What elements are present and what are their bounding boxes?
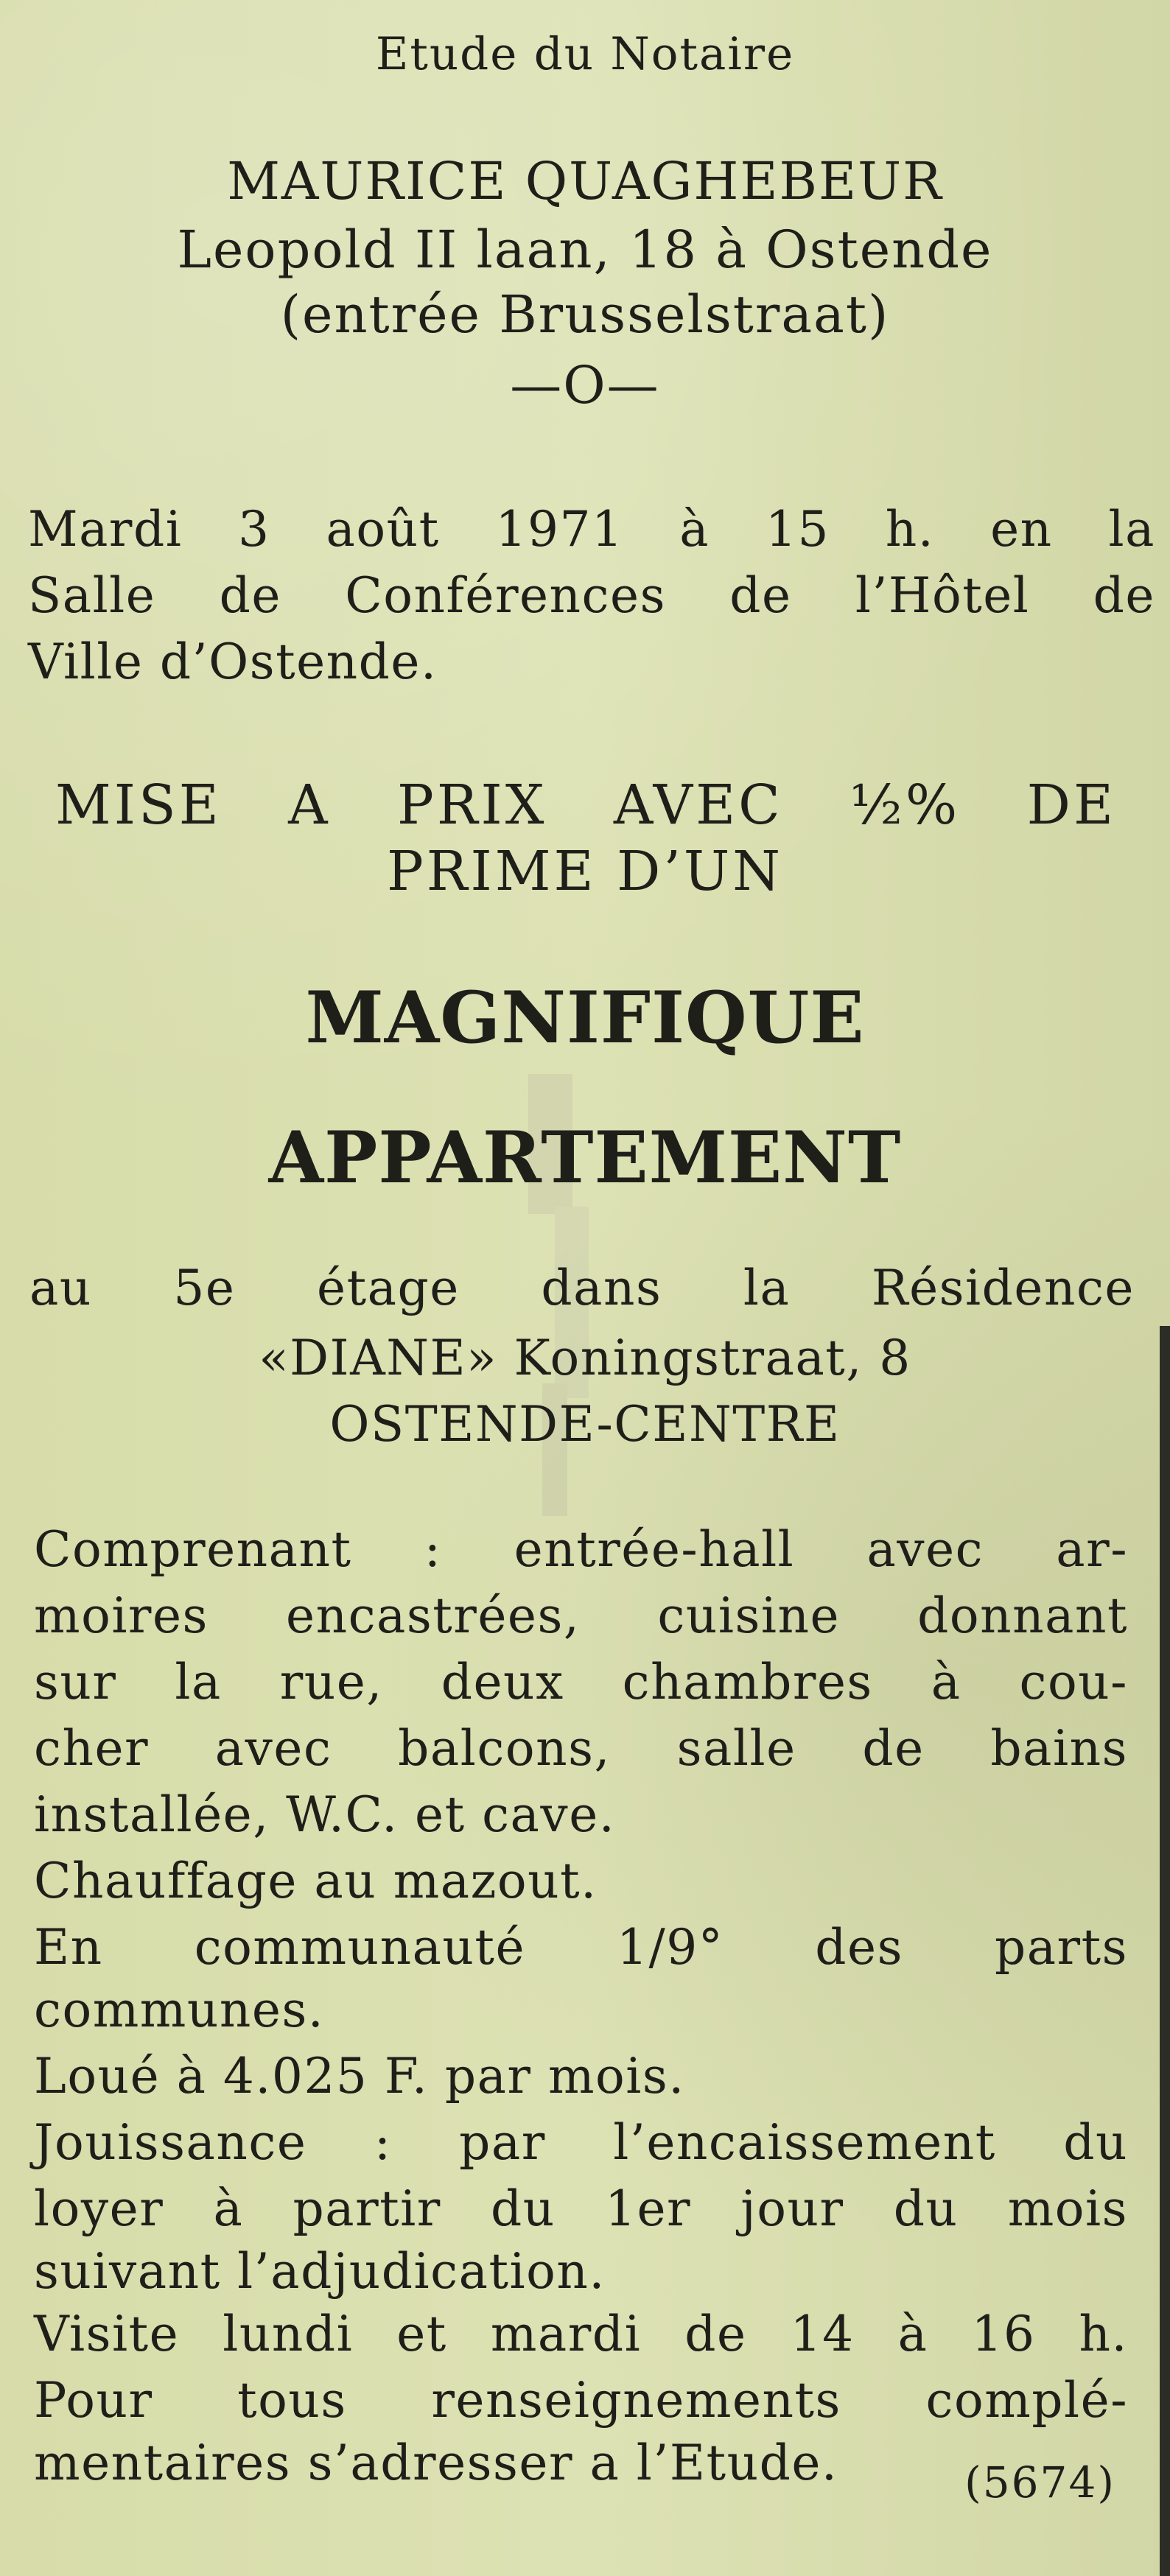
separator: —O—	[510, 355, 660, 415]
address-line: Leopold II laan, 18 à Ostende	[177, 220, 993, 280]
details-line-12: suivant l’adjudication.	[34, 2243, 606, 2300]
details-line-1: Comprenant : entrée-hall avec ar-	[34, 1521, 1128, 1578]
notary-name: MAURICE QUAGHEBEUR	[227, 151, 943, 211]
office-heading: Etude du Notaire	[375, 28, 795, 80]
headline-appartement: APPARTEMENT	[268, 1116, 902, 1199]
details-line-4: cher avec balcons, salle de bains	[34, 1720, 1128, 1777]
headline-magnifique: MAGNIFIQUE	[305, 976, 865, 1059]
reference-number: (5674)	[964, 2457, 1115, 2507]
details-line-14: Pour tous renseignements complé-	[34, 2372, 1128, 2429]
details-line-2: moires encastrées, cuisine donnant	[34, 1587, 1128, 1644]
details-line-3: sur la rue, deux chambres à cou-	[34, 1654, 1128, 1710]
sale-line-2: Salle de Conférences de l’Hôtel de	[28, 567, 1155, 624]
details-line-13: Visite lundi et mardi de 14 à 16 h.	[34, 2306, 1128, 2362]
sale-line-3: Ville d’Ostende.	[28, 634, 438, 690]
entrance-line: (entrée Brusselstraat)	[280, 284, 890, 345]
details-line-5: installée, W.C. et cave.	[34, 1786, 616, 1843]
details-line-6: Chauffage au mazout.	[34, 1853, 598, 1909]
details-line-9: Loué à 4.025 F. par mois.	[34, 2048, 685, 2105]
location-line-2: «DIANE» Koningstraat, 8	[259, 1330, 911, 1386]
price-line-2: PRIME D’UN	[386, 840, 784, 903]
price-line-1: MISE A PRIX AVEC ½% DE	[55, 773, 1116, 837]
details-line-15: mentaires s’adresser a l’Etude.	[34, 2435, 838, 2491]
details-line-11: loyer à partir du 1er jour du mois	[34, 2180, 1128, 2237]
details-line-10: Jouissance : par l’encaissement du	[34, 2114, 1128, 2171]
sale-line-1: Mardi 3 août 1971 à 15 h. en la	[28, 501, 1155, 558]
location-line-3: OSTENDE-CENTRE	[329, 1396, 841, 1453]
details-line-7: En communauté 1/9° des parts	[34, 1919, 1128, 1976]
location-line-1: au 5e étage dans la Résidence	[29, 1260, 1135, 1316]
details-line-8: communes.	[34, 1982, 325, 2038]
